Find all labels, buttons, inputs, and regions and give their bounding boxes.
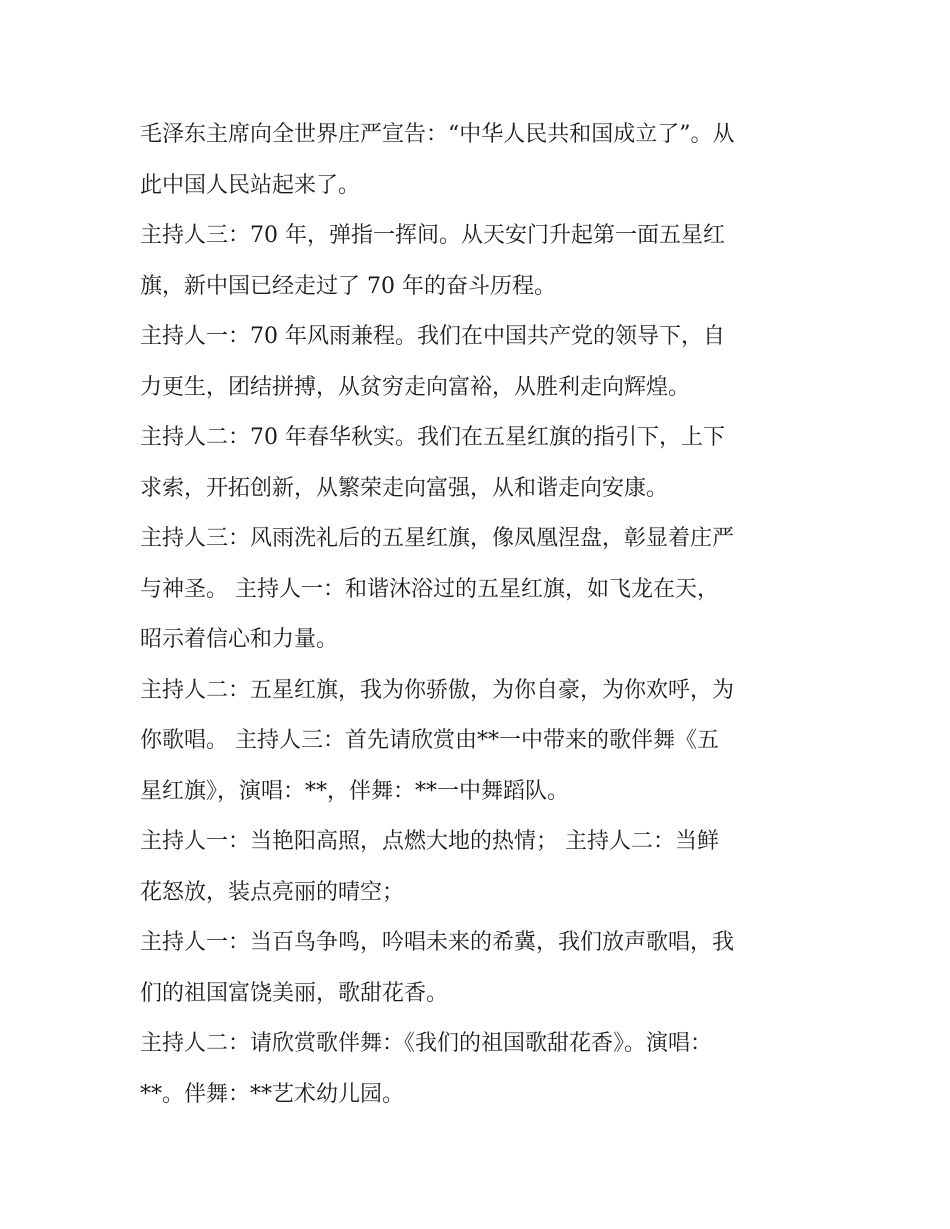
paragraph-4 xyxy=(140,413,820,514)
text-line: 主持人一：当艳阳高照，点燃大地的热情； 主持人二：当鲜 xyxy=(140,829,719,854)
text-line: 此中国人民站起来了。 xyxy=(140,172,361,198)
paragraph-3 xyxy=(140,312,820,413)
text-line: 花怒放，装点亮丽的晴空； xyxy=(140,879,405,905)
paragraph-6 xyxy=(140,666,820,818)
text-line: 旗，新中国已经走过了 70 年的奋斗历程。 xyxy=(140,273,556,299)
text-line: 主持人二：70 年春华秋实。我们在五星红旗的指引下，上下 xyxy=(140,425,725,450)
paragraph-5 xyxy=(140,514,820,666)
text-line: 主持人三：风雨洗礼后的五星红旗，像凤凰涅盘，彰显着庄严 xyxy=(140,526,735,551)
text-line: 毛泽东主席向全世界庄严宣告：“中华人民共和国成立了”。从 xyxy=(140,122,735,147)
paragraph-7 xyxy=(140,817,820,918)
text-line: 主持人二：请欣赏歌伴舞：《我们的祖国歌甜花香》。演唱： xyxy=(140,1031,713,1056)
paragraph-1 xyxy=(140,110,820,211)
text-line: 主持人三：70 年，弹指一挥间。从天安门升起第一面五星红 xyxy=(140,223,725,248)
text-line: 主持人一：70 年风雨兼程。我们在中国共产党的领导下，自 xyxy=(140,324,725,349)
text-line: 昭示着信心和力量。 xyxy=(140,627,339,652)
text-line: 主持人二：五星红旗，我为你骄傲，为你自豪，为你欢呼，为 xyxy=(140,677,735,703)
text-line: 你歌唱。 主持人三：首先请欣赏由**一中带来的歌伴舞《五 xyxy=(140,728,719,753)
text-line: 主持人一：当百鸟争鸣，吟唱未来的希冀，我们放声歌唱，我 xyxy=(140,930,735,955)
paragraph-8 xyxy=(140,918,820,1019)
paragraph-2 xyxy=(140,211,820,312)
text-line: 力更生，团结拼搏，从贫穷走向富裕，从胜利走向辉煌。 xyxy=(140,374,691,400)
text-line: 求索，开拓创新，从繁荣走向富强，从和谐走向安康。 xyxy=(140,475,669,501)
text-line: 与神圣。 主持人一：和谐沐浴过的五星红旗，如飞龙在天， xyxy=(140,576,719,602)
text-line: 星红旗》，演唱：**，伴舞：**一中舞蹈队。 xyxy=(140,778,570,804)
text-line: **。伴舞：**艺术幼儿园。 xyxy=(140,1081,405,1107)
paragraph-9 xyxy=(140,1019,820,1120)
text-line: 们的祖国富饶美丽，歌甜花香。 xyxy=(140,980,449,1006)
document-body xyxy=(140,110,820,1120)
